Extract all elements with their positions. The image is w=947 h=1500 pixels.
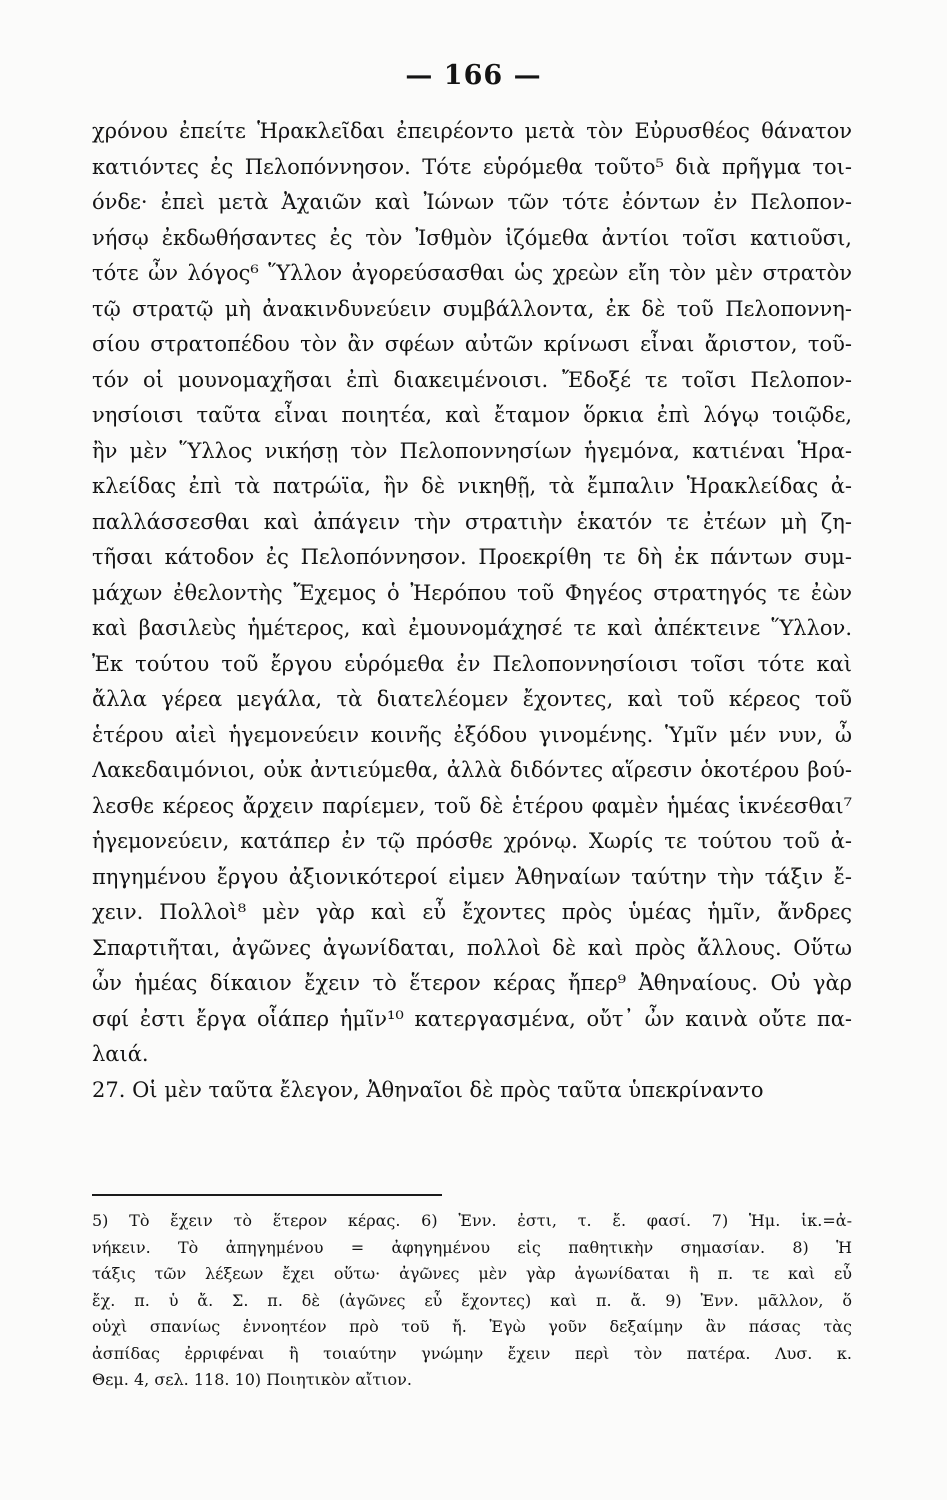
- text-line: Λακεδαιμόνιοι, οὐκ ἀντιεύμεθα, ἀλλὰ διδόντες αἵρεσιν ὁκοτέρου βού-: [92, 758, 852, 782]
- text-line: τότε ὦν λόγος⁶ Ὕλλον ἀγορεύσασθαι ὡς χρεὼν εἴη τὸν μὲν στρατὸν: [92, 261, 852, 285]
- text-line: ὦν ἡμέας δίκαιον ἔχειν τὸ ἕτερον κέρας ἤπερ⁹ Ἀθηναίους. Οὐ γὰρ: [92, 971, 852, 995]
- section-27-opening: 27. Οἱ μὲν ταῦτα ἔλεγον, Ἀθηναῖοι δὲ πρὸς ταῦτα ὑπεκρίναντο: [92, 1077, 764, 1102]
- text-line: καὶ βασιλεὺς ἡμέτερος, καὶ ἐμουνομάχησέ τε καὶ ἀπέκτεινε Ὕλλον.: [92, 616, 852, 640]
- page-number: — 166 —: [405, 60, 542, 91]
- text-line: σφί ἐστι ἔργα οἷάπερ ἡμῖν¹⁰ κατεργασμένα, οὔτ᾽ ὦν καινὰ οὔτε πα-: [92, 1006, 852, 1031]
- footnotes: [92, 1208, 852, 1394]
- text-line: λαιά.: [92, 1042, 149, 1066]
- text-line: ἑτέρου αἰεὶ ἡγεμονεύειν κοινῆς ἐξόδου γινομένης. Ὑμῖν μέν νυν, ὦ: [92, 722, 852, 747]
- text-line: χειν. Πολλοὶ⁸ μὲν γὰρ καὶ εὖ ἔχοντες πρὸς ὑμέας ἡμῖν, ἄνδρες: [92, 900, 852, 924]
- footnote-line: οὐχὶ σπανίως ἐννοητέον πρὸ τοῦ ἤ. Ἐγὼ γοῦν δεξαίμην ἂν πάσας τὰς: [92, 1317, 852, 1336]
- footnote-line: 5) Τὸ ἔχειν τὸ ἕτερον κέρας. 6) Ἐνν. ἐστι, τ. ἔ. φασί. 7) Ἡμ. ἱκ.=ἀ-: [92, 1211, 852, 1230]
- text-line: σίου στρατοπέδου τὸν ἂν σφέων αὐτῶν κρίνωσι εἶναι ἄριστον, τοῦ-: [92, 332, 852, 356]
- text-line: ἡγεμονεύειν, κατάπερ ἐν τῷ πρόσθε χρόνῳ. Χωρίς τε τούτου τοῦ ἀ-: [92, 829, 852, 853]
- footnote-line: ἔχ. π. ὑ ἄ. Σ. π. δὲ (ἀγῶνες εὖ ἔχοντες) καὶ π. ἄ. 9) Ἐνν. μᾶλλον, ὅ: [92, 1290, 852, 1310]
- text-line: Ἐκ τούτου τοῦ ἔργου εὑρόμεθα ἐν Πελοποννησίοισι τοῖσι τότε καὶ: [92, 651, 852, 676]
- text-line: ἄλλα γέρεα μεγάλα, τὰ διατελέομεν ἔχοντες, καὶ τοῦ κέρεος τοῦ: [92, 687, 852, 711]
- text-line: νήσῳ ἐκδωθήσαντες ἐς τὸν Ἰσθμὸν ἱζόμεθα ἀντίοι τοῖσι κατιοῦσι,: [92, 225, 852, 250]
- text-line: λεσθε κέρεος ἄρχειν παρίεμεν, τοῦ δὲ ἑτέρου φαμὲν ἡμέας ἱκνέεσθαι⁷: [92, 793, 852, 818]
- text-line: μάχων ἐθελοντὴς Ἔχεμος ὁ Ἠερόπου τοῦ Φηγέος στρατηγός τε ἐὼν: [92, 580, 852, 605]
- text-line: Σπαρτιῆται, ἀγῶνες ἀγωνίδαται, πολλοὶ δὲ καὶ πρὸς ἄλλους. Οὕτω: [92, 935, 852, 960]
- text-line: όνδε· ἐπεὶ μετὰ Ἀχαιῶν καὶ Ἰώνων τῶν τότε ἐόντων ἐν Πελοπον-: [92, 190, 852, 214]
- text-line: τῆσαι κάτοδον ἐς Πελοπόννησον. Προεκρίθη τε δὴ ἐκ πάντων συμ-: [92, 545, 852, 569]
- text-line: κατιόντες ἐς Πελοπόννησον. Τότε εὑρόμεθα τοῦτο⁵ διὰ πρῆγμα τοι-: [92, 154, 852, 179]
- text-line: χρόνου ἐπείτε Ἡρακλεῖδαι ἐπειρέοντο μετὰ τὸν Εὐρυσθέος θάνατον: [92, 119, 852, 143]
- text-line: νησίοισι ταῦτα εἶναι ποιητέα, καὶ ἔταμον ὅρκια ἐπὶ λόγῳ τοιῷδε,: [92, 403, 852, 427]
- footnote-line: Θεμ. 4, σελ. 118. 10) Ποιητικὸν αἴτιον.: [92, 1370, 412, 1389]
- text-line: ἢν μὲν Ὕλλος νικήσῃ τὸν Πελοποννησίων ἡγεμόνα, κατιέναι Ἡρα-: [92, 438, 852, 463]
- footnote-line: νήκειν. Τὸ ἀπηγημένου = ἀφηγημένου εἰς παθητικὴν σημασίαν. 8) Ἡ: [92, 1237, 852, 1257]
- text-line: τῷ στρατῷ μὴ ἀνακινδυνεύειν συμβάλλοντα, ἐκ δὲ τοῦ Πελοποννη-: [92, 296, 852, 321]
- main-text: [92, 114, 852, 1108]
- text-line: παλλάσσεσθαι καὶ ἀπάγειν τὴν στρατιὴν ἑκατόν τε ἐτέων μὴ ζη-: [92, 509, 852, 534]
- text-line: πηγημένου ἔργου ἀξιονικότεροί εἰμεν Ἀθηναίων ταύτην τὴν τάξιν ἔ-: [92, 864, 852, 889]
- footnote-line: τάξις τῶν λέξεων ἔχει οὕτω· ἀγῶνες μὲν γὰρ ἀγωνίδαται ἢ π. τε καὶ εὖ: [92, 1264, 852, 1283]
- footnote-divider: [92, 1194, 442, 1196]
- text-line: κλείδας ἐπὶ τὰ πατρώϊα, ἢν δὲ νικηθῇ, τὰ ἔμπαλιν Ἡρακλείδας ἀ-: [92, 474, 852, 498]
- text-line: τόν οἱ μουνομαχῆσαι ἐπὶ διακειμένοισι. Ἔδοξέ τε τοῖσι Πελοπον-: [92, 367, 852, 392]
- footnote-line: ἀσπίδας ἐρριφέναι ἢ τοιαύτην γνώμην ἔχειν περὶ τὸν πατέρα. Λυσ. κ.: [92, 1343, 852, 1363]
